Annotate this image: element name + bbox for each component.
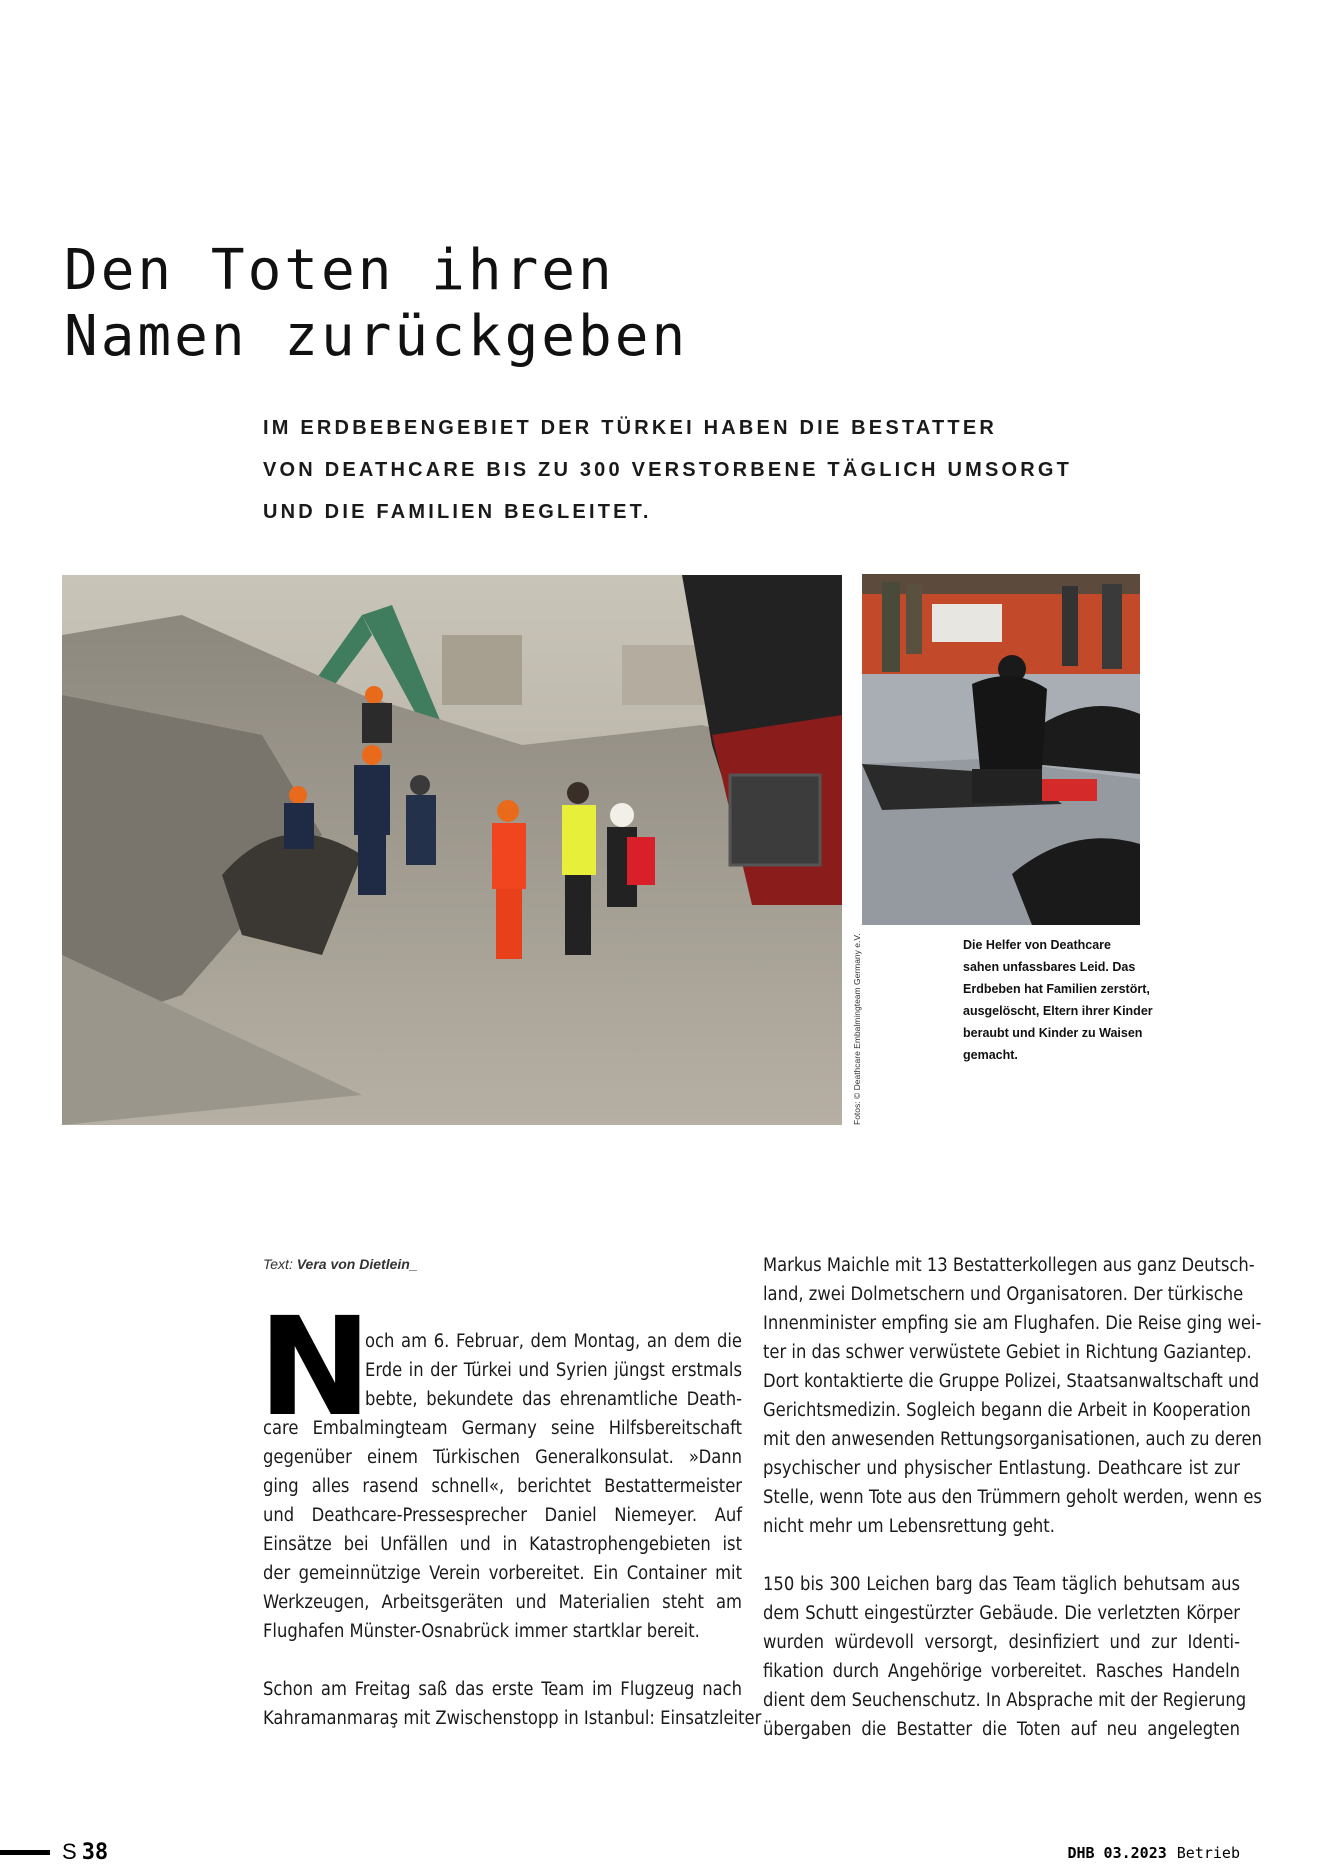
body-line: nicht mehr um Lebensrettung geht. (763, 1516, 1055, 1537)
body-line: Einsätze bei Unfällen und in Katastrophengebieten ist (263, 1534, 742, 1555)
body-line: Stelle, wenn Tote aus den Trümmern geholt werden, wenn es (763, 1487, 1262, 1508)
photo-caption (963, 934, 1153, 1066)
lead-line: VON DEATHCARE BIS ZU 300 VERSTORBENE TÄGLICH UMSORGT (263, 459, 1073, 481)
caption-line: beraubt und Kinder zu Waisen (963, 1026, 1143, 1040)
footer-issue (1067, 1843, 1240, 1863)
section-label: Betrieb (1176, 1844, 1240, 1862)
article-title-line: Namen zurückgeben (64, 304, 689, 369)
body-line: der gemeinnützige Verein vorbereitet. Ein Container mit (263, 1563, 742, 1584)
byline-label: Text: (263, 1256, 293, 1272)
body-line: mit den anwesenden Rettungsorganisationen, auch zu deren (763, 1429, 1262, 1450)
lead-line: IM ERDBEBENGEBIET DER TÜRKEI HABEN DIE BESTATTER (263, 417, 998, 439)
footer-rule (0, 1850, 50, 1855)
page-number-value: 38 (81, 1840, 109, 1865)
body-line: dient dem Seuchenschutz. In Absprache mit der Regierung (763, 1690, 1247, 1711)
author-byline (263, 1256, 418, 1272)
earthquake-rubble-photo (62, 575, 842, 1125)
body-line: 150 bis 300 Leichen barg das Team täglich behutsam aus (763, 1574, 1240, 1595)
body-line: Markus Maichle mit 13 Bestatterkollegen aus ganz Deutsch- (763, 1255, 1255, 1276)
photo-credit: Fotos: © Deathcare Embalmingteam Germany e.V. (852, 933, 862, 1125)
body-line: bebte, bekundete das ehrenamtliche Death- (365, 1389, 742, 1410)
lead-paragraph (263, 407, 1073, 533)
caption-line: sahen unfassbares Leid. Das (963, 960, 1136, 974)
article-title-line: Den Toten ihren (64, 238, 615, 303)
body-line: care Embalmingteam Germany seine Hilfsbereitschaft (263, 1418, 742, 1439)
issue-label: DHB 03.2023 (1067, 1844, 1167, 1862)
body-line: dem Schutt eingestürzter Gebäude. Die verletzten Körper (763, 1603, 1240, 1624)
body-line: och am 6. Februar, dem Montag, an dem die (365, 1331, 742, 1352)
body-line: ter in das schwer verwüstete Gebiet in Richtung Gaziantep. (763, 1342, 1252, 1363)
body-line: Erde in der Türkei und Syrien jüngst erstmals (365, 1360, 742, 1381)
article-title (64, 238, 964, 370)
body-line: Werkzeugen, Arbeitsgeräten und Materialien steht am (263, 1592, 742, 1613)
page-prefix: S (62, 1839, 78, 1864)
body-line: Flughafen Münster-Osnabrück immer startklar bereit. (263, 1621, 700, 1642)
page-number (62, 1838, 108, 1867)
caption-line: Erdbeben hat Familien zerstört, (963, 982, 1150, 996)
body-line: ging alles rasend schnell«, berichtet Bestattermeister (263, 1476, 742, 1497)
body-line: psychischer und physischer Entlastung. Deathcare ist zur (763, 1458, 1240, 1479)
embalming-hall-photo (862, 574, 1140, 925)
body-line: und Deathcare-Pressesprecher Daniel Niemeyer. Auf (263, 1505, 742, 1526)
drop-cap: N (258, 1289, 372, 1447)
body-line: Schon am Freitag saß das erste Team im Flugzeug nach (263, 1679, 742, 1700)
body-line: land, zwei Dolmetschern und Organisatoren. Der türkische (763, 1284, 1244, 1305)
body-line: Dort kontaktierte die Gruppe Polizei, Staatsanwaltschaft und (763, 1371, 1260, 1392)
body-line: Gerichtsmedizin. Sogleich begann die Arbeit in Kooperation (763, 1400, 1251, 1421)
lead-line: UND DIE FAMILIEN BEGLEITET. (263, 501, 652, 523)
caption-line: Die Helfer von Deathcare (963, 938, 1111, 952)
body-line: fikation durch Angehörige vorbereitet. Rasches Handeln (763, 1661, 1240, 1682)
body-line: Kahramanmaraş mit Zwischenstopp in Istanbul: Einsatzleiter (263, 1708, 762, 1729)
caption-line: gemacht. (963, 1048, 1018, 1062)
body-line: übergaben die Bestatter die Toten auf neu angelegten (763, 1719, 1240, 1740)
body-line: Innenminister empfing sie am Flughafen. Die Reise ging wei- (763, 1313, 1262, 1334)
caption-line: ausgelöscht, Eltern ihrer Kinder (963, 1004, 1153, 1018)
body-line: gegenüber einem Türkischen Generalkonsulat. »Dann (263, 1447, 742, 1468)
byline-author: Vera von Dietlein_ (296, 1256, 418, 1272)
body-line: wurden würdevoll versorgt, desinfiziert und zur Identi- (763, 1632, 1240, 1653)
